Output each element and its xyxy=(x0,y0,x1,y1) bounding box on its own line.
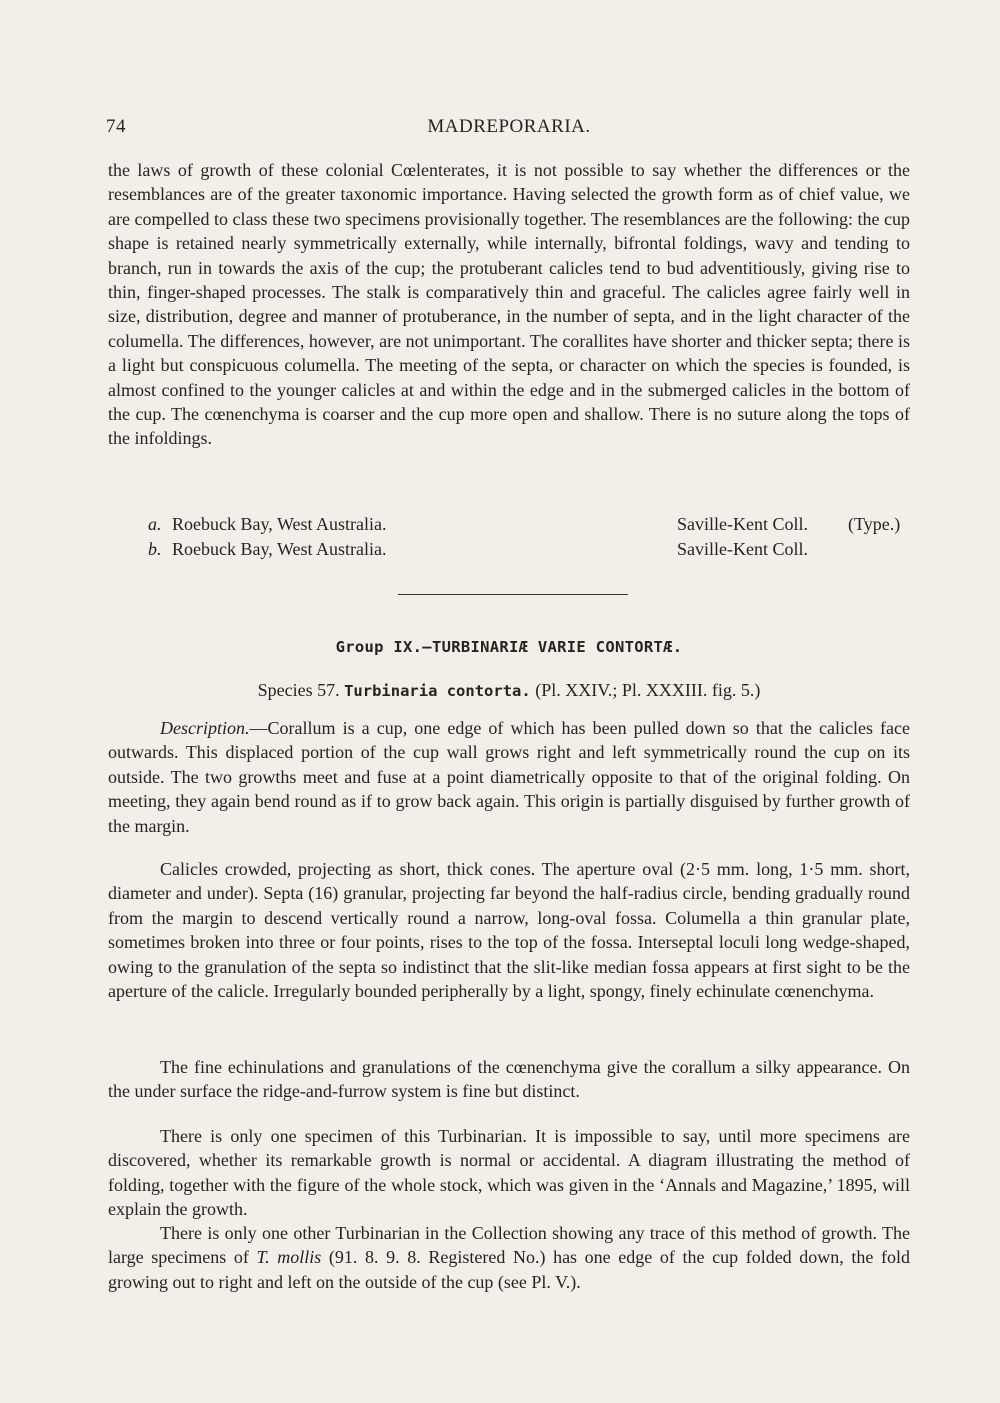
specimen-locality: Roebuck Bay, West Australia. xyxy=(172,539,387,559)
calicles-paragraph: Calicles crowded, projecting as short, thick cones. The aperture oval (2·5 mm. long, 1·5 mm. short, diameter and under). Septa (16) granular, projecting far beyond the half-radius circle, bending gradually round from the margin to descend vertically round a narrow, long-oval fossa. Columella a thin granular plate, sometimes broken into three or four points, rises to the top of the fossa. Interseptal loculi long wedge-shaped, owing to the granulation of the septa so indistinct that the slit-like median fossa appears at first sight to be the aperture of the calicle. Irregularly bounded peripherally by a light, spongy, finely echinulate cœnenchyma. xyxy=(108,859,910,1002)
running-title: MADREPORARIA. xyxy=(427,116,591,137)
specimen-list xyxy=(108,512,910,562)
description-paragraph xyxy=(108,716,910,838)
specimen-paragraph: There is only one specimen of this Turbinarian. It is impossible to say, until more specimens are discovered, whether its remarkable growth is normal or accidental. A diagram illustrating the method of folding, together with the figure of the whole stock, which was given in the ‘Annals and Magazine,’ 1895, will explain the growth. xyxy=(108,1126,910,1220)
calicles-block xyxy=(108,857,910,1003)
specimen-row xyxy=(108,537,910,562)
specimen-collection: Saville-Kent Coll. xyxy=(677,514,808,534)
echinulations-paragraph: The fine echinulations and granulations of the cœnenchyma give the corallum a silky appearance. On the under surface the ridge-and-furrow system is fine but distinct. xyxy=(108,1057,910,1102)
final-block xyxy=(108,1221,910,1294)
description-label: Description. xyxy=(160,718,250,738)
final-text-after: (91. 8. 9. 8. Registered No.) has one edge of the cup folded down, the fold growing out to right and left on the outside of the cup (see Pl. V.). xyxy=(108,1247,911,1292)
specimen-row xyxy=(108,512,910,537)
species-heading xyxy=(108,680,910,701)
intro-paragraph-block xyxy=(108,158,910,451)
description-text: —Corallum is a cup, one edge of which has been pulled down so that the calicles face outwards. This displaced portion of the cup wall grows right and left symmetrically round the cup on its outside. The two growths meet and fuse at a point diametrically opposite to that of the original folding. On meeting, they again bend round as if to grow back again. This origin is partially disguised by further growth of the margin. xyxy=(108,718,910,836)
specimen-collection: Saville-Kent Coll. xyxy=(677,539,808,559)
page-number: 74 xyxy=(106,116,126,137)
specimen-note-block xyxy=(108,1124,910,1222)
species-plates: (Pl. XXIV.; Pl. XXXIII. fig. 5.) xyxy=(535,680,761,700)
final-paragraph xyxy=(108,1221,910,1294)
description-block xyxy=(108,716,910,838)
group-heading: Group IX.—TURBINARIÆ VARIE CONTORTÆ. xyxy=(335,638,683,656)
species-name: Turbinaria contorta. xyxy=(344,682,531,700)
intro-paragraph: the laws of growth of these colonial Cœlenterates, it is not possible to say whether the differences or the resemblances are of the greater taxonomic importance. Having selected the growth form as of chief value, we are compelled to class these two specimens provisionally together. The resemblances are the following: the cup shape is retained nearly symmetrically externally, while internally, bifrontal foldings, wavy and tending to branch, run in towards the axis of the cup; the protuberant calicles tend to bud adventitiously, giving rise to thin, finger-shaped processes. The stalk is comparatively thin and graceful. The calicles agree fairly well in size, distribution, degree and manner of protuberance, in the number of septa, and in the light character of the columella. The differences, however, are not unimportant. The corallites have shorter and thicker septa; there is a light but conspicuous columella. The meeting of the septa, or character on which the species is founded, is almost confined to the younger calicles at and within the edge and in the submerged calicles in the bottom of the cup. The cœnenchyma is coarser and the cup more open and shallow. There is no suture along the tops of the infoldings. xyxy=(108,160,910,449)
specimen-letter: a. xyxy=(148,514,162,534)
specimen-note: (Type.) xyxy=(848,514,901,534)
final-species-name: T. mollis xyxy=(256,1247,322,1268)
final-text-before: There is only one other Turbinarian in the Collection showing any trace of this method of growth. The large specimens of xyxy=(108,1223,910,1268)
specimen-locality: Roebuck Bay, West Australia. xyxy=(172,514,387,534)
echinulations-block xyxy=(108,1055,910,1104)
species-prefix: Species 57. xyxy=(257,680,340,700)
specimen-letter: b. xyxy=(148,539,162,559)
section-divider xyxy=(398,594,628,595)
